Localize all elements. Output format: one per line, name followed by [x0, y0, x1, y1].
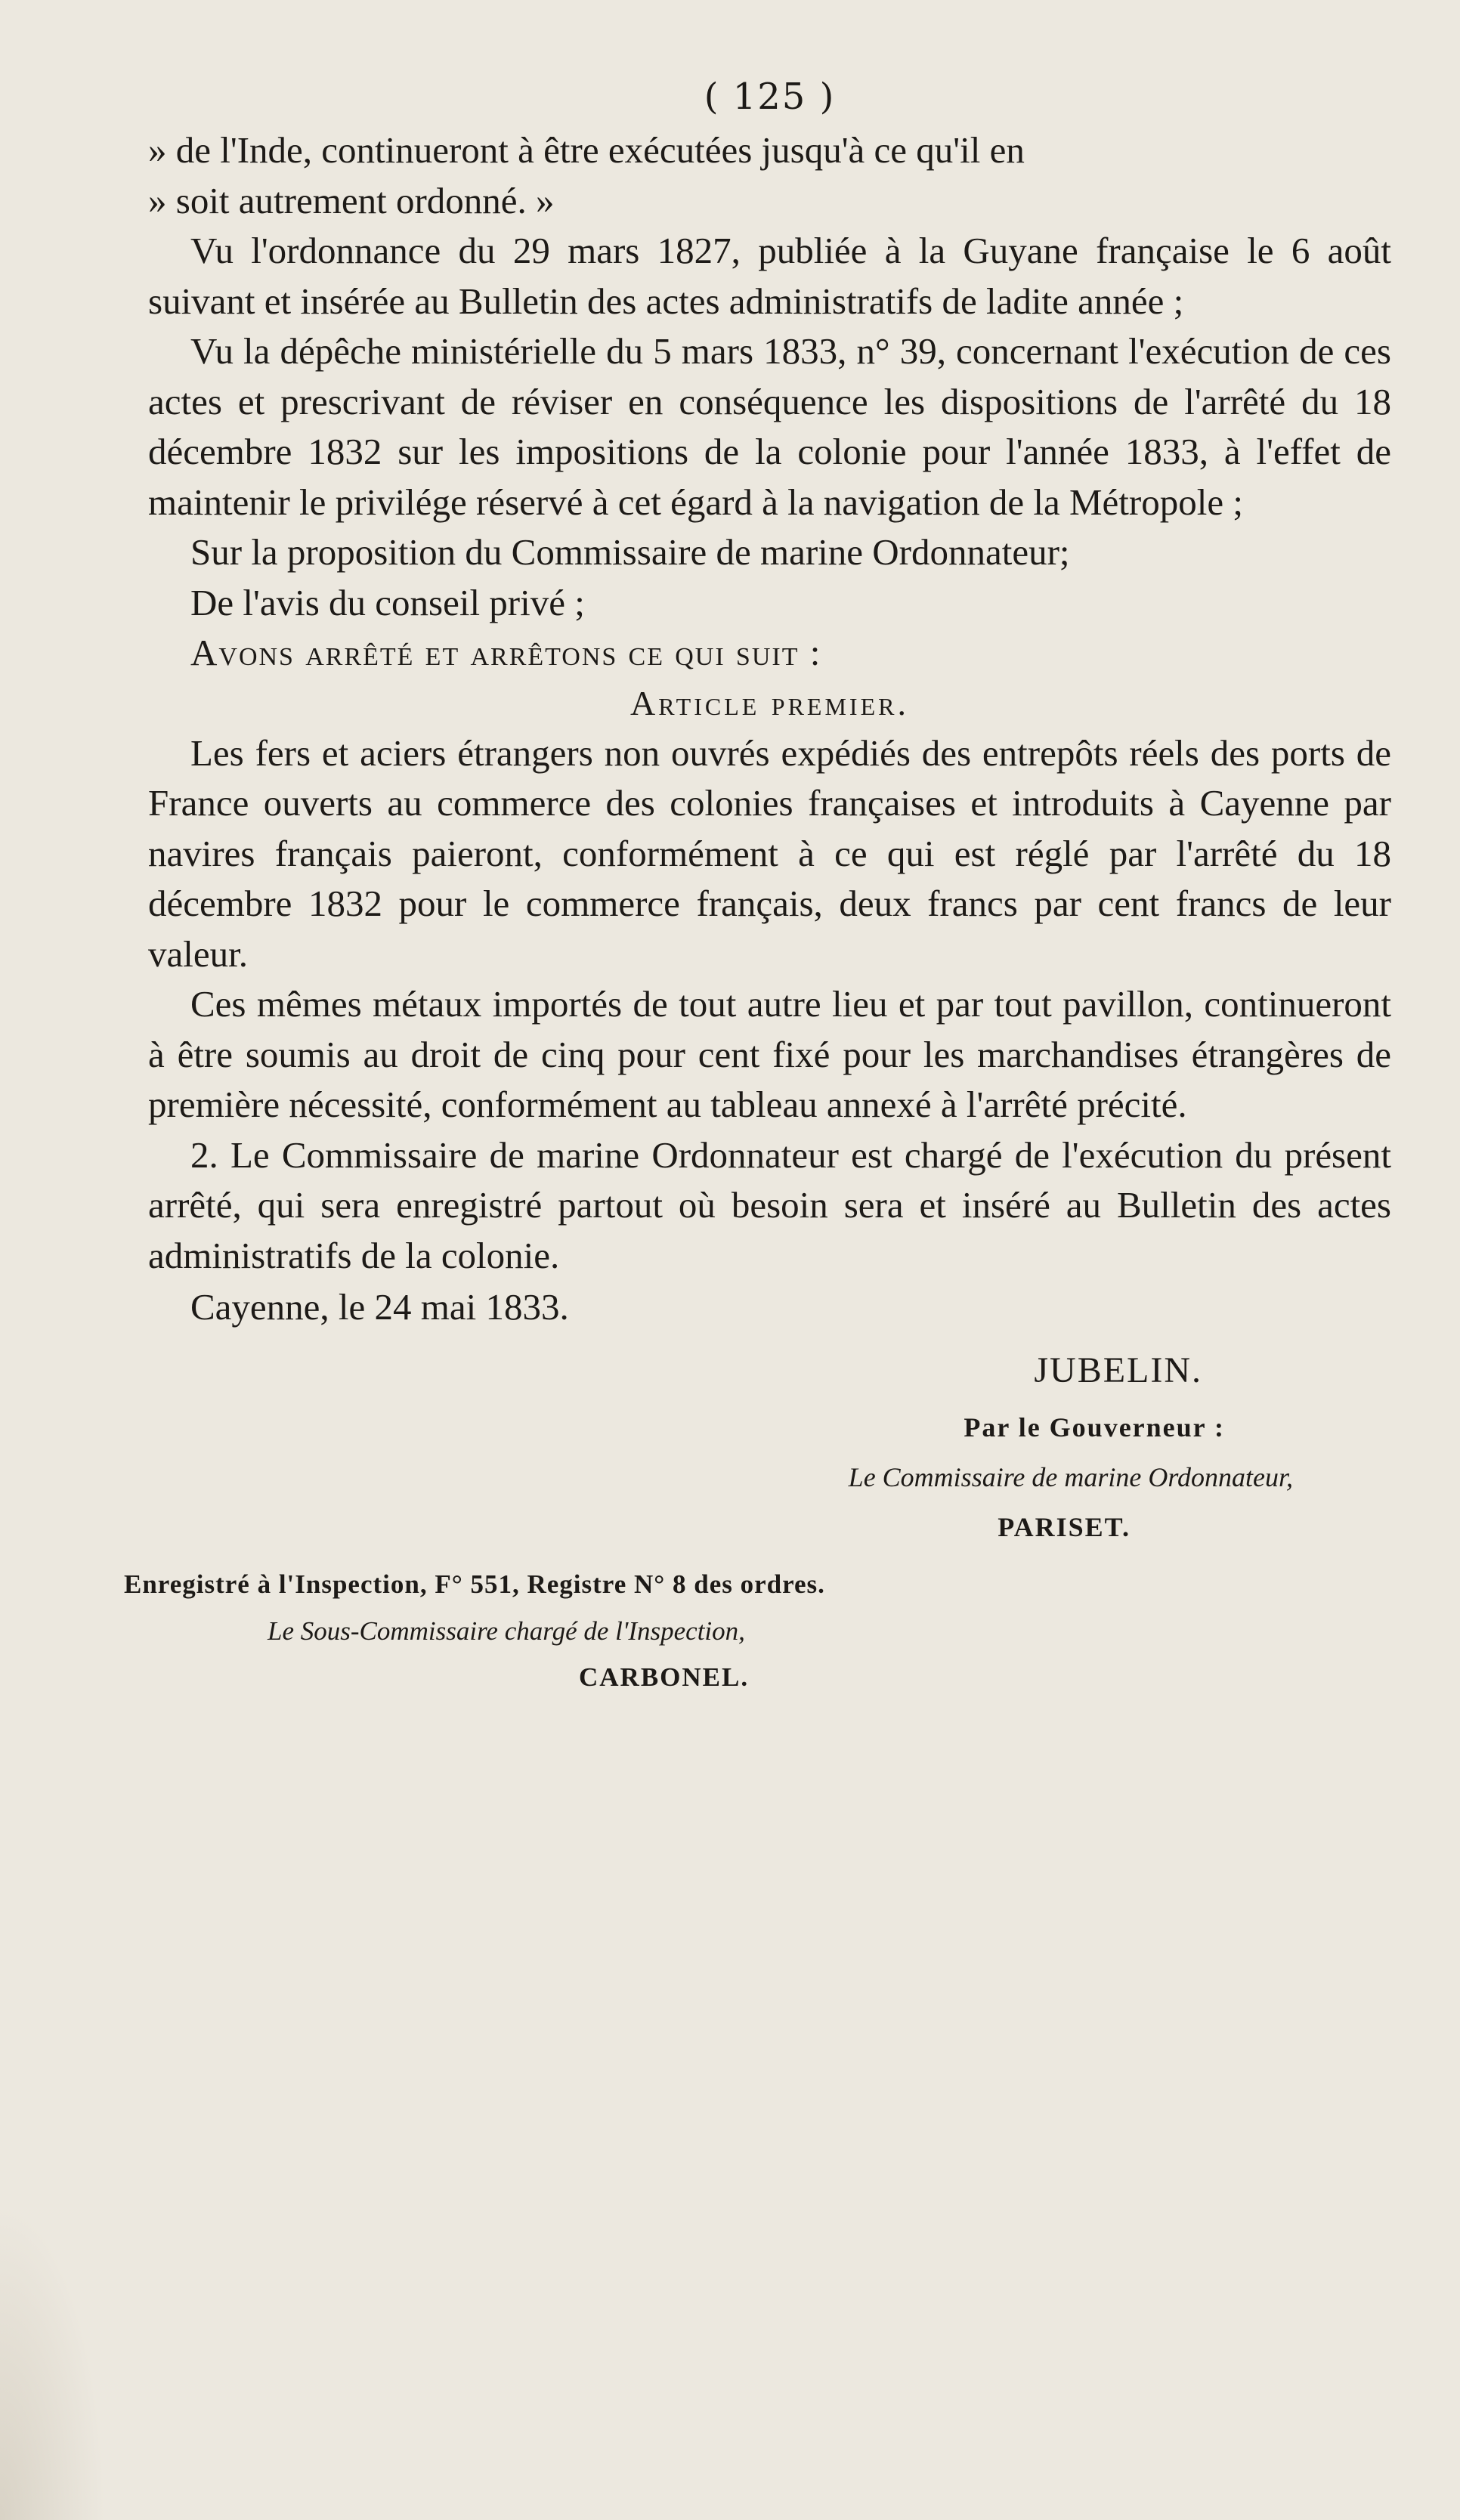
commissaire-name: PARISET.	[998, 1511, 1131, 1542]
paper-stain	[0, 2203, 106, 2520]
paragraph-article-2: 2. Le Commissaire de marine Ordonnateur est chargé de l'exécution du présent arrêté, qui sera enregistré partout où besoin sera et inséré au Bulletin des actes administratifs de la colonie.	[148, 1133, 1391, 1276]
quote-line-2: » soit autrement ordonné. »	[148, 179, 555, 221]
paragraph-avons-arrete: Avons arrêté et arrêtons ce qui suit :	[190, 632, 822, 673]
sous-commissaire-title: Le Sous-Commissaire chargé de l'Inspection,	[268, 1616, 745, 1646]
paragraph-article-1a: Les fers et aciers étrangers non ouvrés expédiés des entrepôts réels des ports de France ouverts au commerce des colonies françaises et introduits à Cayenne par navires français paieront, conformément à ce qui est réglé par l'arrêté du 18 décembre 1832 pour le commerce français, deux francs par cent francs de leur valeur.	[148, 731, 1391, 975]
registration-line: Enregistré à l'Inspection, F° 551, Registre N° 8 des ordres.	[124, 1569, 825, 1599]
governor-signature: JUBELIN.	[1034, 1350, 1202, 1390]
page-number: ( 125 )	[704, 76, 836, 118]
date-line: Cayenne, le 24 mai 1833.	[190, 1286, 569, 1328]
paragraph-avis: De l'avis du conseil privé ;	[190, 581, 585, 623]
paragraph-vu-depeche: Vu la dépêche ministérielle du 5 mars 1833, n° 39, concernant l'exécution de ces actes et prescrivant de réviser en conséquence les dispositions de l'arrêté du 18 décembre 1832 sur les impositions de la colonie pour l'année 1833, à l'effet de maintenir le privilége réservé à cet égard à la navigation de la Métropole ;	[148, 330, 1391, 523]
quote-line-1: » de l'Inde, continueront à être exécutées jusqu'à ce qu'il en	[148, 129, 1025, 171]
paragraph-proposition: Sur la proposition du Commissaire de marine Ordonnateur;	[190, 531, 1070, 573]
par-le-gouverneur: Par le Gouverneur :	[964, 1412, 1225, 1442]
sous-commissaire-name: CARBONEL.	[579, 1662, 750, 1692]
commissaire-title: Le Commissaire de marine Ordonnateur,	[848, 1461, 1293, 1492]
paragraph-vu-ordonnance: Vu l'ordonnance du 29 mars 1827, publiée à la Guyane française le 6 août suivant et insérée au Bulletin des actes administratifs de ladite année ;	[148, 230, 1391, 322]
paragraph-article-1b: Ces mêmes métaux importés de tout autre lieu et par tout pavillon, continueront à être soumis au droit de cinq pour cent fixé pour les marchandises étrangères de première nécessité, conformément au tableau annexé à l'arrêté précité.	[148, 983, 1391, 1125]
article-heading: Article premier.	[630, 683, 909, 722]
text-block	[124, 73, 1391, 1702]
